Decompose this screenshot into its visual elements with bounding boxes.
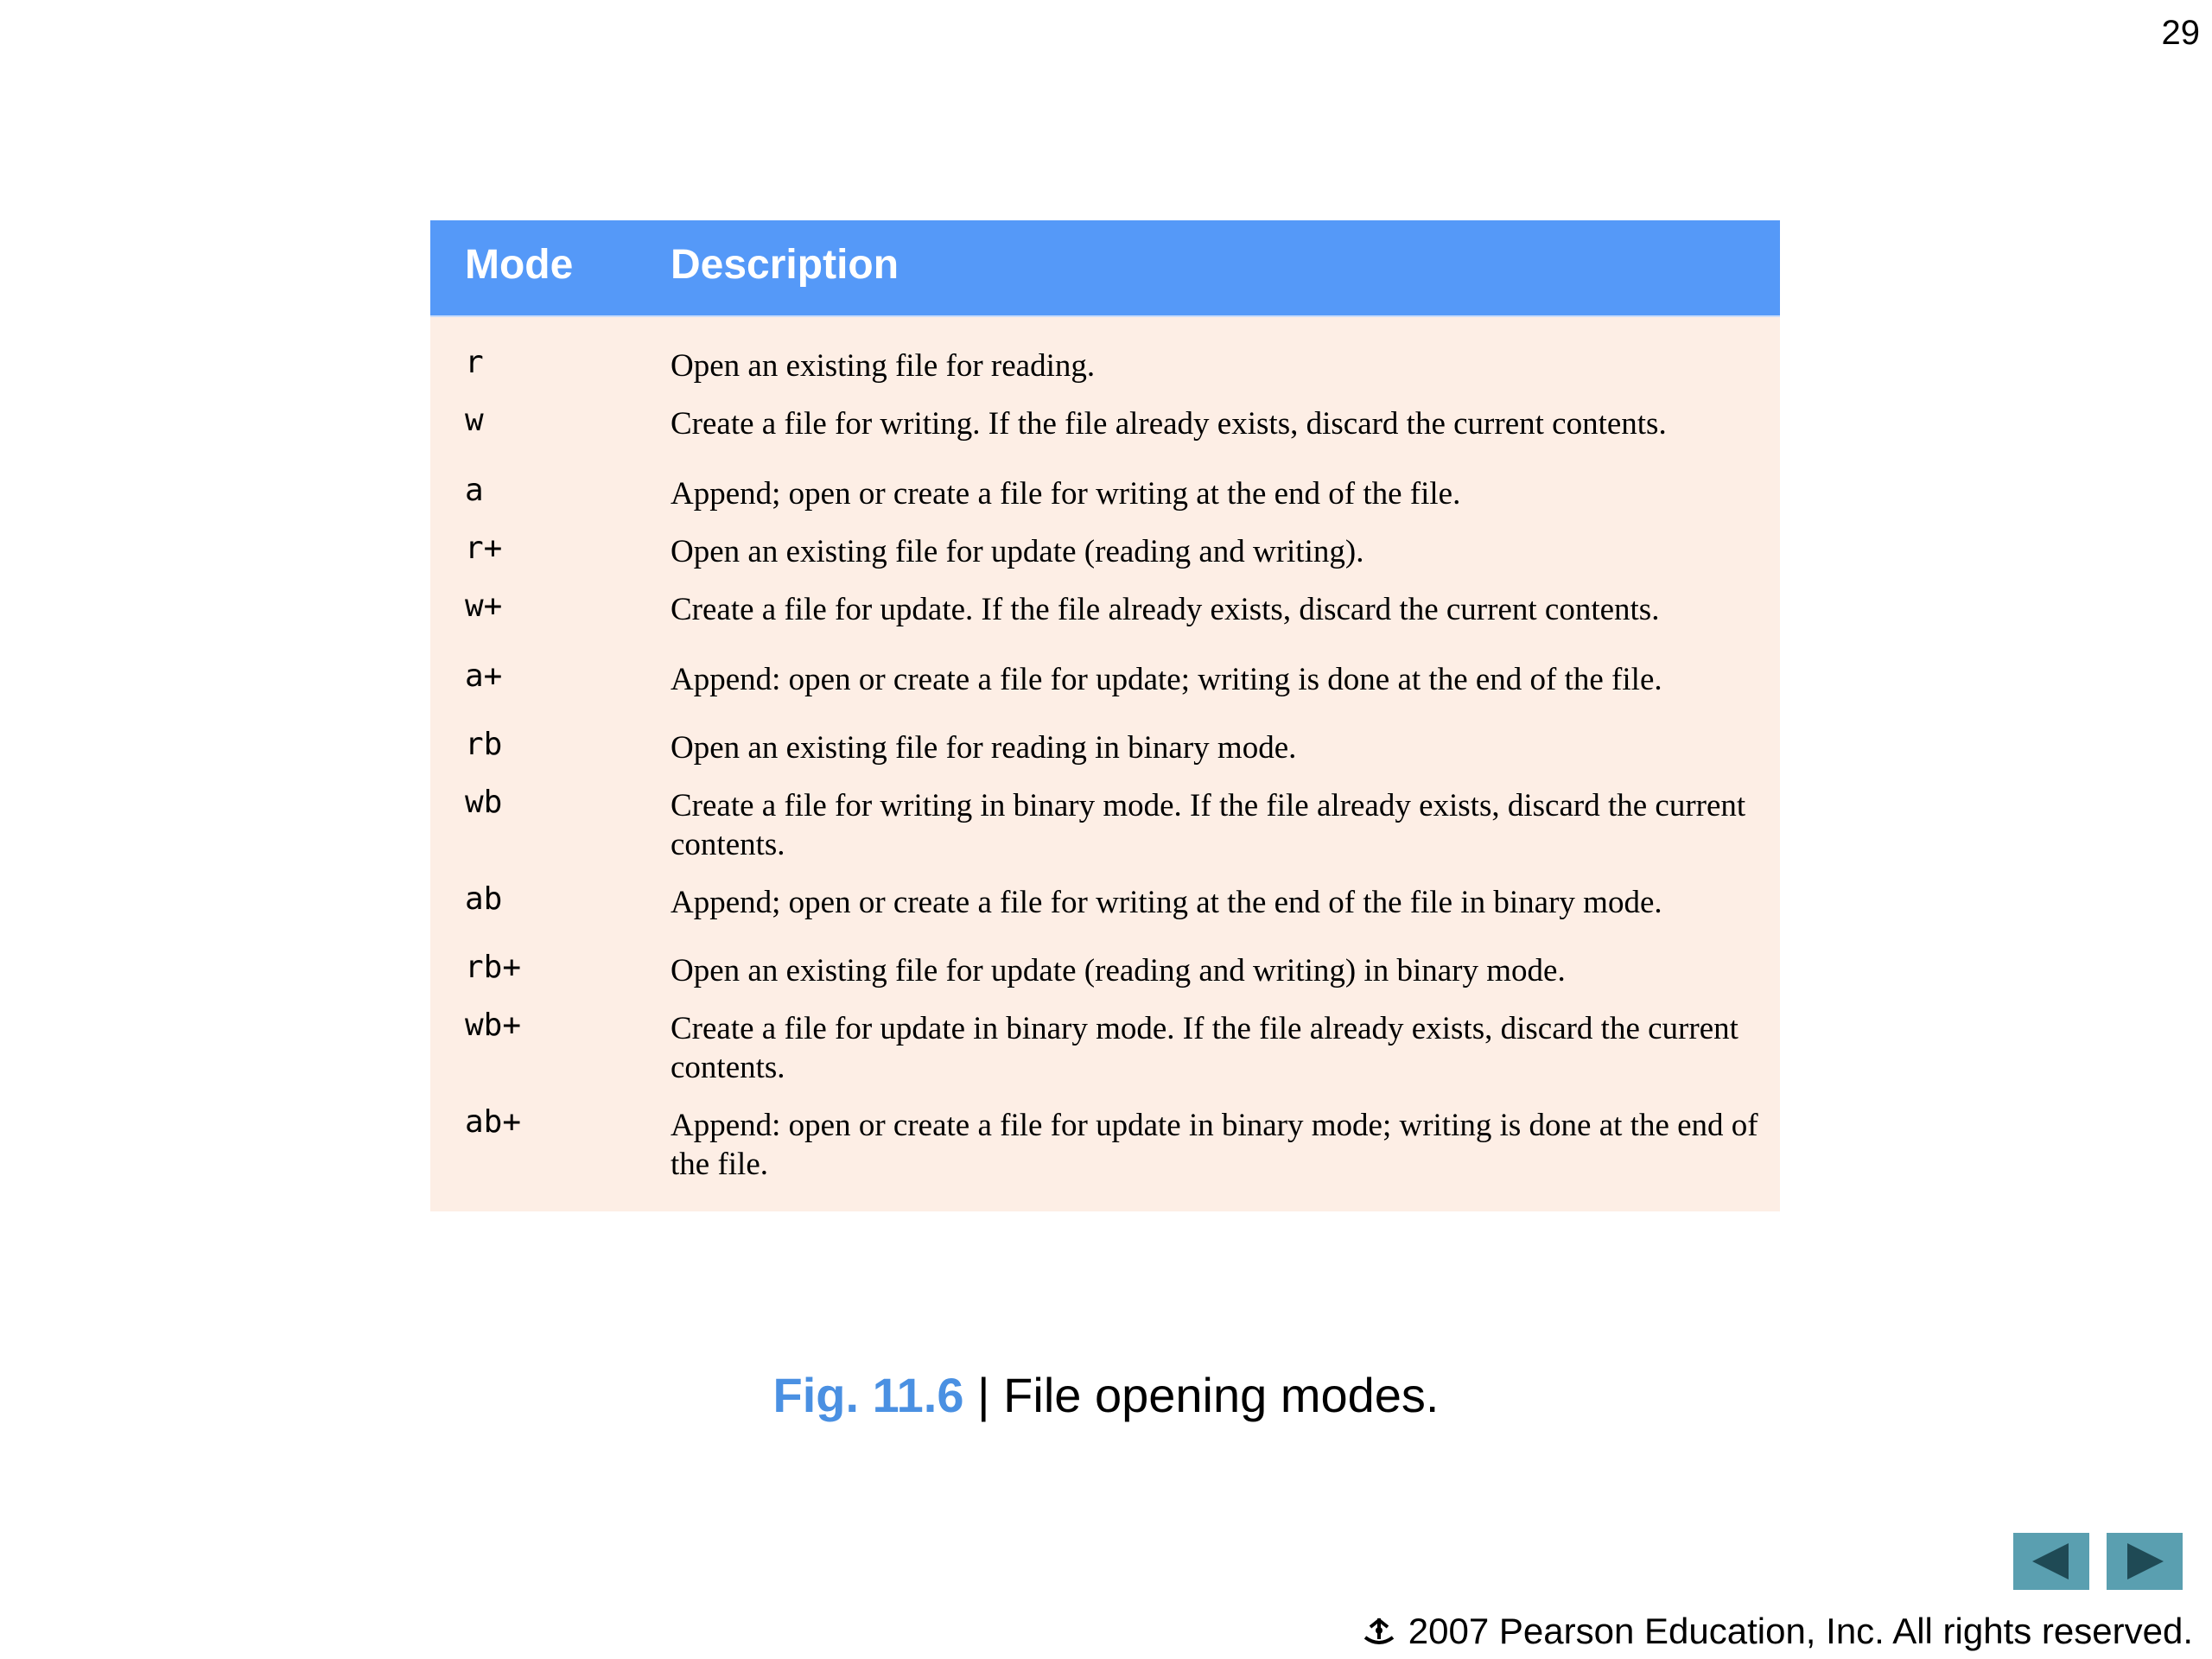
table-row (430, 343, 1780, 385)
figure-caption (0, 1367, 2212, 1423)
file-modes-table (430, 220, 1780, 1211)
table-body (430, 317, 1780, 1211)
slide-navigation (2013, 1533, 2183, 1590)
description-cell: Open an existing file for update (reading and writing) in binary mode. (671, 953, 1566, 988)
table-row (430, 1006, 1780, 1087)
previous-slide-button[interactable] (2013, 1533, 2089, 1590)
table-row (430, 725, 1780, 767)
table-row (430, 1103, 1780, 1184)
copyright-text: 2007 Pearson Education, Inc. All rights reserved. (1408, 1611, 2193, 1651)
mode-cell: rb (465, 727, 503, 762)
caption-separator: | (963, 1368, 1004, 1422)
table-row (430, 401, 1780, 443)
mode-cell: a (465, 473, 484, 508)
caption-text: File opening modes. (1003, 1368, 1440, 1422)
mode-cell: wb (465, 785, 503, 820)
header-description: Description (671, 242, 899, 288)
table-row (430, 783, 1780, 864)
mode-cell: r (465, 345, 484, 380)
description-cell: Append; open or create a file for writing at the end of the file. (671, 476, 1461, 512)
description-cell: Open an existing file for reading in binary mode. (671, 730, 1297, 766)
description-cell: Append; open or create a file for writing at the end of the file in binary mode. (671, 885, 1662, 920)
mode-cell: ab+ (465, 1104, 522, 1140)
header-mode: Mode (465, 242, 574, 288)
page-number: 29 (2161, 14, 2200, 52)
mode-cell: w (465, 403, 484, 438)
next-slide-button[interactable] (2107, 1533, 2183, 1590)
mode-cell: ab (465, 881, 503, 917)
pearson-logo-icon (1362, 1617, 1396, 1646)
description-cell: Create a file for update in binary mode. If the file already exists, discard the current contents. (671, 1011, 1738, 1085)
description-cell: Open an existing file for reading. (671, 348, 1096, 384)
copyright-footer (1362, 1611, 2193, 1652)
table-row (430, 471, 1780, 513)
description-cell: Open an existing file for update (reading and writing). (671, 534, 1364, 569)
triangle-left-icon (2025, 1540, 2077, 1583)
triangle-right-icon (2119, 1540, 2171, 1583)
table-row (430, 529, 1780, 571)
figure-label: Fig. 11.6 (772, 1368, 964, 1422)
mode-cell: r+ (465, 531, 503, 566)
table-row (430, 587, 1780, 629)
description-cell: Append: open or create a file for update in binary mode; writing is done at the end of the file. (671, 1108, 1758, 1182)
mode-cell: w+ (465, 588, 503, 624)
description-cell: Create a file for writing. If the file already exists, discard the current contents. (671, 406, 1667, 442)
table-row (430, 880, 1780, 922)
table-header (430, 220, 1780, 317)
description-cell: Create a file for update. If the file already exists, discard the current contents. (671, 592, 1660, 627)
mode-cell: a+ (465, 658, 503, 694)
description-cell: Append: open or create a file for update; writing is done at the end of the file. (671, 662, 1662, 697)
description-cell: Create a file for writing in binary mode. If the file already exists, discard the current contents. (671, 788, 1746, 862)
table-row (430, 657, 1780, 699)
table-row (430, 948, 1780, 990)
mode-cell: wb+ (465, 1007, 522, 1043)
mode-cell: rb+ (465, 950, 522, 985)
